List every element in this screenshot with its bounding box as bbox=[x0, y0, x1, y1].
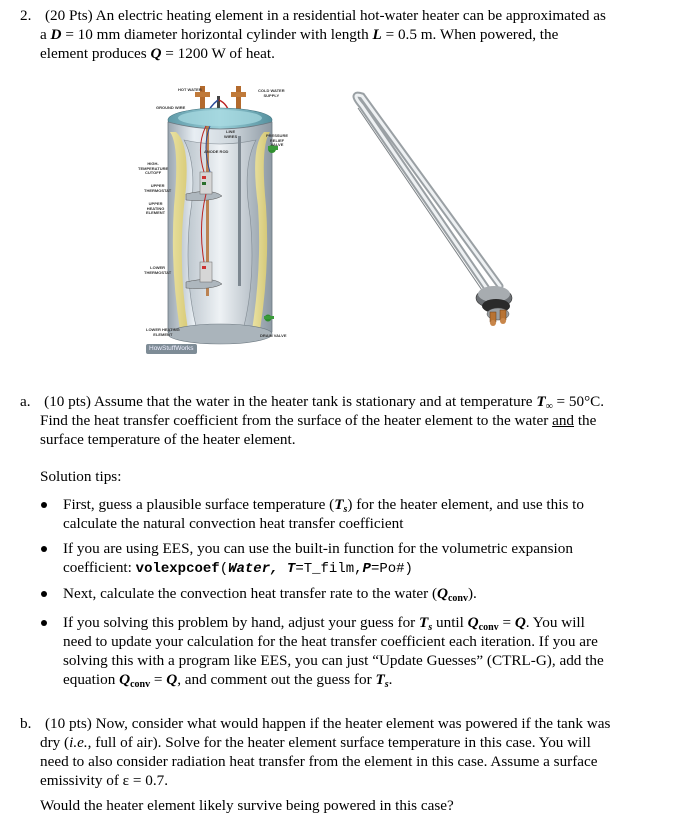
bullet-4-line-4: equation $Q_{conv} = Q$, and comment out the guess for $T_s$. bbox=[63, 671, 393, 690]
bullet-3-line-1: Next, calculate the convection heat transfer rate to the water $(Q_{conv})$. bbox=[63, 585, 477, 604]
part-b-points: (10 pts) bbox=[44, 715, 92, 732]
label-cold-water: COLD WATER SUPPLY bbox=[258, 88, 285, 98]
part-a-line-2: Find the heat transfer coefficient from the surface of the heater element to the water and the bbox=[40, 412, 597, 429]
part-b-line-2: dry (i.e., full of air). Solve for the heater element surface temperature in this case. You will bbox=[40, 734, 591, 751]
label-upper-element: UPPER HEATING ELEMENT bbox=[146, 201, 166, 216]
part-a-points: (10 pts) bbox=[44, 393, 91, 410]
ees-function-call: volexpcoef(Water, T=T_film,P=Po#) bbox=[135, 561, 413, 577]
problem-line-1 bbox=[20, 7, 606, 25]
heating-element-illustration bbox=[340, 88, 515, 338]
part-b-line-3: need to also consider radiation heat transfer from the element in this case. Assume a surface bbox=[40, 753, 598, 770]
bullet-4-dot bbox=[41, 620, 47, 626]
bullet-1-line-1: First, guess a plausible surface temperature $(T_s)$ for the heater element, and use this to bbox=[63, 496, 584, 515]
problem-line-2: a D = 10 mm diameter horizontal cylinder with length L = 0.5 m. When powered, the bbox=[40, 26, 559, 43]
howstuffworks-watermark: HowStuffWorks bbox=[146, 344, 197, 354]
problem-line-3: element produces Q = 1200 W of heat. bbox=[40, 45, 275, 62]
label-lower-thermostat: LOWER THERMOSTAT bbox=[144, 265, 172, 275]
heating-element-figure bbox=[340, 88, 515, 338]
problem-points: (20 Pts) bbox=[44, 7, 93, 24]
label-upper-thermostat: UPPER THERMOSTAT bbox=[144, 183, 172, 193]
label-anode-rod: ANODE ROD bbox=[204, 149, 229, 154]
bullet-4-line-2: need to update your calculation for the heat transfer coefficient each iteration. If you are bbox=[63, 633, 598, 650]
problem-number: 2. bbox=[20, 7, 32, 24]
bullet-2-line-1: If you are using EES, you can use the built-in function for the volumetric expansion bbox=[63, 540, 573, 557]
label-ground-wire: GROUND WIRE bbox=[156, 105, 186, 110]
problem-intro-1: An electric heating element in a residential hot-water heater can be approximated as bbox=[95, 7, 606, 24]
label-lower-element: LOWER HEATING ELEMENT bbox=[146, 327, 180, 337]
bullet-4-line-1: If you solving this problem by hand, adjust your guess for $T_s$ until $Q_{conv} = Q$. You will bbox=[63, 614, 585, 633]
water-heater-figure bbox=[140, 86, 300, 358]
label-high-temp-cutoff: HIGH- TEMPERATURE CUTOFF bbox=[138, 161, 169, 176]
water-heater-illustration bbox=[140, 86, 300, 358]
symbol-Q: Q bbox=[150, 45, 162, 62]
label-pressure-relief: PRESSURE RELIEF VALVE bbox=[266, 133, 289, 148]
part-b-letter: b. bbox=[20, 715, 32, 732]
bullet-1-line-2: calculate the natural convection heat transfer coefficient bbox=[63, 515, 404, 532]
symbol-L: L bbox=[372, 26, 382, 43]
part-a-letter: a. bbox=[20, 393, 31, 410]
bullet-4-line-3: solving this with a program like EES, you can just “Update Guesses” (CTRL-G), add the bbox=[63, 652, 604, 669]
part-b-question: Would the heater element likely survive being powered in this case? bbox=[40, 797, 454, 814]
label-hot-water: HOT WATER bbox=[178, 87, 202, 92]
label-drain-valve: DRAIN VALVE bbox=[260, 333, 287, 338]
part-b-line-1: b. (10 pts) Now, consider what would happen if the heater element was powered if the tank was bbox=[20, 715, 611, 732]
part-a-line-1: a. (10 pts) Assume that the water in the heater tank is stationary and at temperature $T_\infty = 50^\circ C$. bbox=[20, 393, 605, 412]
symbol-D: D bbox=[50, 26, 62, 43]
bullet-2-line-2: coefficient: volexpcoef(Water, T=T_film,P=Po#) bbox=[63, 559, 413, 577]
part-a-line-3: surface temperature of the heater element. bbox=[40, 431, 296, 448]
solution-tips-title: Solution tips: bbox=[40, 468, 122, 485]
label-line-wires: LINE WIRES bbox=[224, 129, 238, 139]
bullet-1-dot bbox=[41, 502, 47, 508]
bullet-3-dot bbox=[41, 591, 47, 597]
bullet-2-dot bbox=[41, 546, 47, 552]
part-b-line-4: emissivity of ε = 0.7. bbox=[40, 772, 169, 789]
